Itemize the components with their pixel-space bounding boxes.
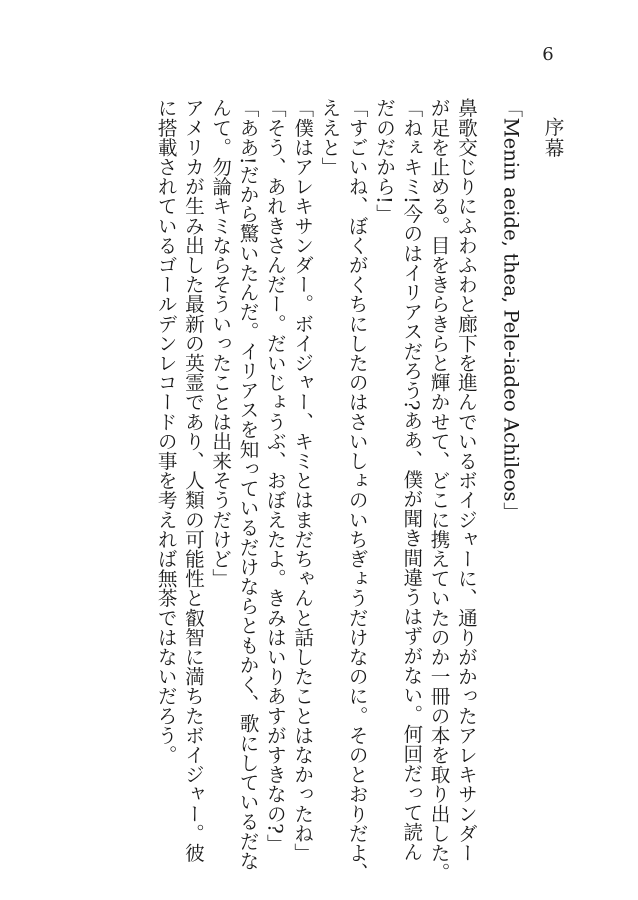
body-line: が足を止める。目をきらきらと輝かせて、どこに携えていたのか一冊の本を取り出した。 xyxy=(427,98,451,882)
body-line: 「ああ!だから驚いたんだ。イリアスを知っているだけならともかく、歌にしているだな xyxy=(236,98,260,871)
body-line: ええと」 xyxy=(317,98,341,177)
body-line: 鼻歌交じりにふわふわと廊下を進んでいるボイジャーに、通りがかったアレキサンダー xyxy=(454,98,478,863)
body-line: んて。勿論キミならそういったことは出来そうだけど」 xyxy=(208,98,232,588)
body-line: だのだから!」 xyxy=(372,98,396,224)
chapter-title: 序幕 xyxy=(541,117,564,159)
body-line: アメリカが生み出した最新の英霊であり、人類の可能性と叡智に満ちたボイジャー。彼 xyxy=(181,98,205,863)
body-line: 「そう、あれきさんだー。だいじょうぶ、おぼえたよ。きみはいりあすがすきなの?」 xyxy=(263,98,287,854)
body-line: に搭載されているゴールデンレコードの事を考えれば無茶ではないだろう。 xyxy=(154,98,178,765)
body-line: 「すごいね、ぼくがくちにしたのはさいしょのいちぎょうだけなのに。そのとおりだよ、 xyxy=(345,98,369,882)
body-line: 「僕はアレキサンダー。ボイジャー、キミとはまだちゃんと話したことはなかったね」 xyxy=(290,98,314,863)
epigraph: 「Menin aeide, thea, Pele-iadeo Achileos」 xyxy=(499,98,523,522)
page-number: 6 xyxy=(542,44,554,65)
vertical-text-body xyxy=(152,98,566,882)
body-line: 「ねぇキミ!今のはイリアスだろう?ああ、僕が聞き間違うはずがない。何回だって読ん xyxy=(399,98,423,862)
